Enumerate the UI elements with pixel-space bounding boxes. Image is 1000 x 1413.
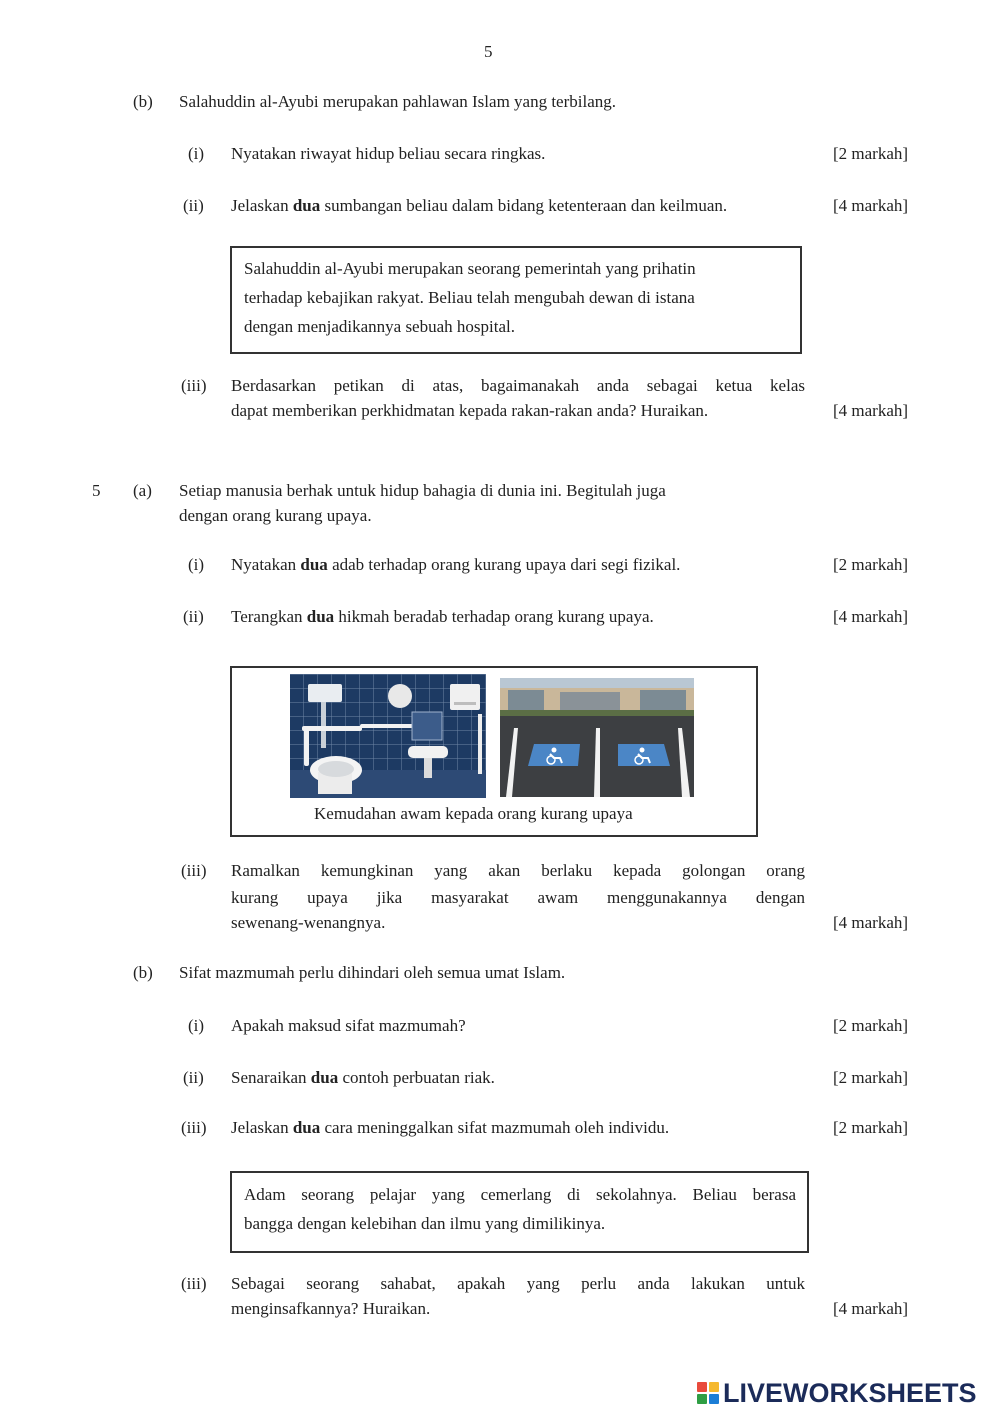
q5b-iii-b-line1: Sebagai seorang sahabat, apakah yang perlu anda lakukan untuk bbox=[231, 1274, 805, 1293]
q4b-passage-line: dengan menjadikannya sebuah hospital. bbox=[244, 317, 515, 336]
q5b-iii-a-num: (iii) bbox=[181, 1118, 207, 1137]
q4b-passage-box bbox=[230, 246, 802, 354]
q4b-iii-line1: Berdasarkan petikan di atas, bagaimanakah anda sebagai ketua kelas bbox=[231, 376, 805, 395]
q4b-passage-line: terhadap kebajikan rakyat. Beliau telah mengubah dewan di istana bbox=[244, 288, 695, 307]
q4b-iii-marks: [4 markah] bbox=[833, 401, 909, 420]
q4b-stem: Salahuddin al-Ayubi merupakan pahlawan Islam yang terbilang. bbox=[179, 92, 617, 111]
q5b-i-num: (i) bbox=[188, 1016, 205, 1035]
q5a-iii-line1: Ramalkan kemungkinan yang akan berlaku kepada golongan orang bbox=[231, 861, 805, 880]
liveworksheets-wordmark: LIVEWORKSHEETS bbox=[723, 1377, 977, 1408]
q4b-i-marks: [2 markah] bbox=[833, 144, 909, 163]
q5b-iii-a-marks: [2 markah] bbox=[833, 1118, 909, 1137]
q4b-passage-line: Salahuddin al-Ayubi merupakan seorang pemerintah yang prihatin bbox=[244, 259, 696, 278]
disabled-parking-photo bbox=[500, 678, 694, 797]
q5a-i-marks: [2 markah] bbox=[833, 555, 909, 574]
q5a-image-box bbox=[230, 666, 758, 837]
q5a-iii-line2: kurang upaya jika masyarakat awam menggunakannya dengan bbox=[231, 888, 805, 907]
q5b-iii-b-marks: [4 markah] bbox=[833, 1299, 909, 1318]
q5b-iii-b-line2: menginsafkannya? Huraikan. bbox=[231, 1299, 431, 1318]
image-caption: Kemudahan awam kepada orang kurang upaya bbox=[314, 804, 633, 823]
q5b-ii-num: (ii) bbox=[183, 1068, 204, 1087]
q5b-passage-box bbox=[230, 1171, 809, 1253]
q5a-iii-num: (iii) bbox=[181, 861, 207, 880]
liveworksheets-logo bbox=[697, 1378, 977, 1408]
q5b-iii-a-text: Jelaskan dua cara meninggalkan sifat mazmumah oleh individu. bbox=[231, 1118, 670, 1137]
page-number: 5 bbox=[484, 42, 493, 61]
accessible-toilet-photo bbox=[290, 674, 486, 798]
q5b-ii-marks: [2 markah] bbox=[833, 1068, 909, 1087]
q4b-label: (b) bbox=[133, 92, 153, 111]
q5b-ii-text: Senaraikan dua contoh perbuatan riak. bbox=[231, 1068, 495, 1087]
q5a-stem-line2: dengan orang kurang upaya. bbox=[179, 506, 372, 525]
q4b-i-num: (i) bbox=[188, 144, 205, 163]
q5a-i-text: Nyatakan dua adab terhadap orang kurang upaya dari segi fizikal. bbox=[231, 555, 681, 574]
q5b-passage-line: bangga dengan kelebihan dan ilmu yang dimilikinya. bbox=[244, 1214, 606, 1233]
q4b-ii-marks: [4 markah] bbox=[833, 196, 909, 215]
q4b-iii-line2: dapat memberikan perkhidmatan kepada rakan-rakan anda? Huraikan. bbox=[231, 401, 709, 420]
q5a-ii-num: (ii) bbox=[183, 607, 204, 626]
q5a-iii-marks: [4 markah] bbox=[833, 913, 909, 932]
q5a-iii-line3: sewenang-wenangnya. bbox=[231, 913, 386, 932]
q5a-ii-text: Terangkan dua hikmah beradab terhadap orang kurang upaya. bbox=[231, 607, 654, 626]
q4b-i-text: Nyatakan riwayat hidup beliau secara ringkas. bbox=[231, 144, 546, 163]
q5b-i-marks: [2 markah] bbox=[833, 1016, 909, 1035]
q5a-i-num: (i) bbox=[188, 555, 205, 574]
q5b-label: (b) bbox=[133, 963, 153, 982]
q4b-ii-text: Jelaskan dua sumbangan beliau dalam bidang ketenteraan dan keilmuan. bbox=[231, 196, 728, 215]
q5a-ii-marks: [4 markah] bbox=[833, 607, 909, 626]
q4b-iii-num: (iii) bbox=[181, 376, 207, 395]
q5b-passage-line: Adam seorang pelajar yang cemerlang di sekolahnya. Beliau berasa bbox=[244, 1185, 796, 1204]
q5b-iii-b-num: (iii) bbox=[181, 1274, 207, 1293]
liveworksheets-logo-icon bbox=[697, 1382, 719, 1404]
q5-number: 5 bbox=[92, 481, 101, 500]
q5a-label: (a) bbox=[133, 481, 152, 500]
q4b-ii-num: (ii) bbox=[183, 196, 204, 215]
q5b-stem: Sifat mazmumah perlu dihindari oleh semua umat Islam. bbox=[179, 963, 566, 982]
q5a-stem-line1: Setiap manusia berhak untuk hidup bahagia di dunia ini. Begitulah juga bbox=[179, 481, 666, 500]
q5b-i-text: Apakah maksud sifat mazmumah? bbox=[231, 1016, 466, 1035]
